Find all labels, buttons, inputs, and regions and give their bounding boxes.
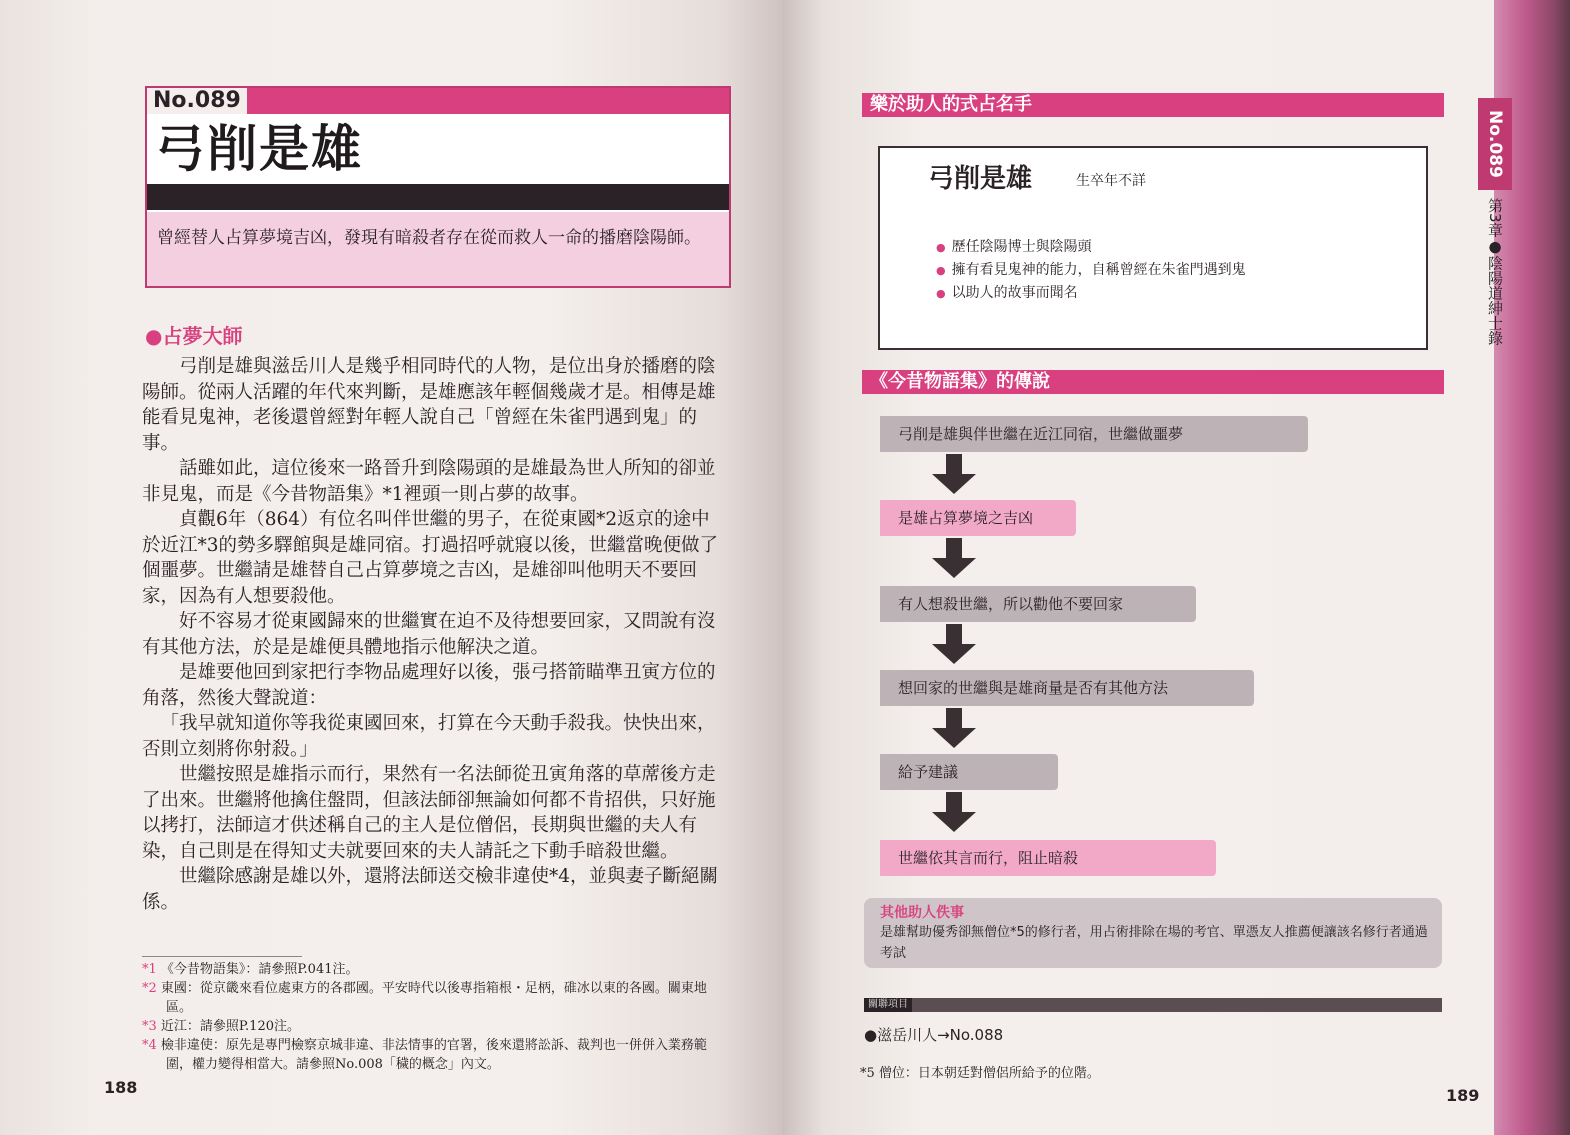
other-anecdote-box	[864, 898, 1442, 968]
title-divider	[147, 184, 729, 210]
body-text	[142, 354, 728, 915]
down-arrow-icon	[932, 708, 976, 748]
left-page	[0, 0, 782, 1135]
down-arrow-icon	[932, 538, 976, 578]
flow-step: 想回家的世繼與是雄商量是否有其他方法	[880, 670, 1254, 706]
profile-box	[878, 146, 1428, 350]
entry-title: 弓削是雄	[155, 120, 363, 178]
flow-step: 有人想殺世繼，所以勸他不要回家	[880, 586, 1196, 622]
flow-step: 是雄占算夢境之吉凶	[880, 500, 1076, 536]
down-arrow-icon	[932, 454, 976, 494]
flow-step: 弓削是雄與伴世繼在近江同宿，世繼做噩夢	[880, 416, 1308, 452]
other-anecdote-title: 其他助人佚事	[880, 905, 964, 921]
chapter-tab-label: 第3章●陰陽道紳士錄	[1486, 198, 1504, 346]
profile-lifespan: 生卒年不詳	[1076, 173, 1146, 189]
summary-box	[147, 212, 729, 286]
section-title-profile: 樂於助人的式占名手	[862, 93, 1444, 117]
footnote: *2 東國：從京畿來看位處東方的各郡國。平安時代以後專指箱根・足柄，碓冰以東的各國。關東地區。	[142, 981, 707, 1015]
profile-point: ● 歷任陰陽博士與陰陽頭	[936, 236, 1246, 259]
page-number: 189	[1446, 1086, 1480, 1105]
chapter-tab-number: No.089	[1478, 98, 1512, 190]
related-label: 關聯項目	[864, 998, 912, 1012]
profile-point: ● 以助人的故事而聞名	[936, 282, 1246, 305]
footnotes	[142, 960, 728, 1074]
down-arrow-icon	[932, 792, 976, 832]
paragraph: 世繼除感謝是雄以外，還將法師送交檢非違使*4，並與妻子斷絕關係。	[142, 866, 719, 913]
entry-number: No.089	[147, 88, 247, 114]
profile-name: 弓削是雄	[928, 164, 1033, 194]
profile-points	[936, 236, 1246, 305]
related-bar	[864, 998, 1442, 1012]
section-heading: ●占夢大師	[145, 324, 243, 348]
footnote: *1 《今昔物語集》：請參照P.041注。	[142, 962, 359, 977]
flow-step: 給予建議	[880, 754, 1058, 790]
paragraph: 話雖如此，這位後來一路晉升到陰陽頭的是雄最為世人所知的卻並非見鬼，而是《今昔物語集》*1裡頭一則占夢的故事。	[142, 458, 716, 505]
paragraph: 世繼按照是雄指示而行，果然有一名法師從丑寅角落的草蓆後方走了出來。世繼將他擒住盤問，但該法師卻無論如何都不肯招供，只好施以拷打，法師這才供述稱自己的主人是位僧侶，長期與世繼的夫人有染，自己則是在得知丈夫就要回來的夫人請託之下動手暗殺世繼。	[142, 764, 716, 862]
paragraph: 好不容易才從東國歸來的世繼實在迫不及待想要回家，又問說有沒有其他方法，於是是雄便具體地指示他解決之道。	[142, 611, 716, 658]
down-arrow-icon	[932, 624, 976, 664]
paragraph: 貞觀6年（864）有位名叫伴世繼的男子，在從東國*2返京的途中於近江*3的勢多驛館與是雄同宿。打過招呼就寢以後，世繼當晚便做了個噩夢。世繼請是雄替自己占算夢境之吉凶，是雄卻叫他明天不要回家，因為有人想要殺他。	[142, 509, 719, 607]
related-link[interactable]: ●滋岳川人→No.088	[864, 1026, 1004, 1044]
title-box	[145, 86, 731, 288]
profile-point: ● 擁有看見鬼神的能力，自稱曾經在朱雀門遇到鬼	[936, 259, 1246, 282]
page-number: 188	[104, 1078, 138, 1097]
footnote: *3 近江：請參照P.120注。	[142, 1019, 300, 1034]
footnote-rule	[142, 956, 302, 957]
footnote: *4 檢非違使：原先是專門檢察京城非違、非法情事的官署，後來還將訟訴、裁判也一併併入業務範圍，權力變得相當大。請參照No.008「穢的概念」內文。	[142, 1038, 707, 1072]
other-anecdote-text: 是雄幫助優秀卻無僧位*5的修行者，用占術排除在場的考官、單憑友人推薦便讓該名修行者通過考試	[880, 925, 1428, 961]
paragraph: 是雄要他回到家把行李物品處理好以後，張弓搭箭瞄準丑寅方位的角落，然後大聲說道：	[142, 662, 716, 709]
flow-step: 世繼依其言而行，阻止暗殺	[880, 840, 1216, 876]
right-footnote: *5 僧位：日本朝廷對僧侶所給予的位階。	[860, 1066, 1100, 1081]
paragraph: 弓削是雄與滋岳川人是幾乎相同時代的人物，是位出身於播磨的陰陽師。從兩人活躍的年代來判斷，是雄應該年輕個幾歲才是。相傳是雄能看見鬼神，老後還曾經對年輕人說自己「曾經在朱雀門遇到鬼」的事。	[142, 356, 716, 454]
paragraph: 「我早就知道你等我從東國回來，打算在今天動手殺我。快快出來，否則立刻將你射殺。」	[142, 713, 716, 760]
summary-text: 曾經替人占算夢境吉凶，發現有暗殺者存在從而救人一命的播磨陰陽師。	[157, 228, 701, 248]
section-title-legend: 《今昔物語集》的傳說	[862, 370, 1444, 394]
